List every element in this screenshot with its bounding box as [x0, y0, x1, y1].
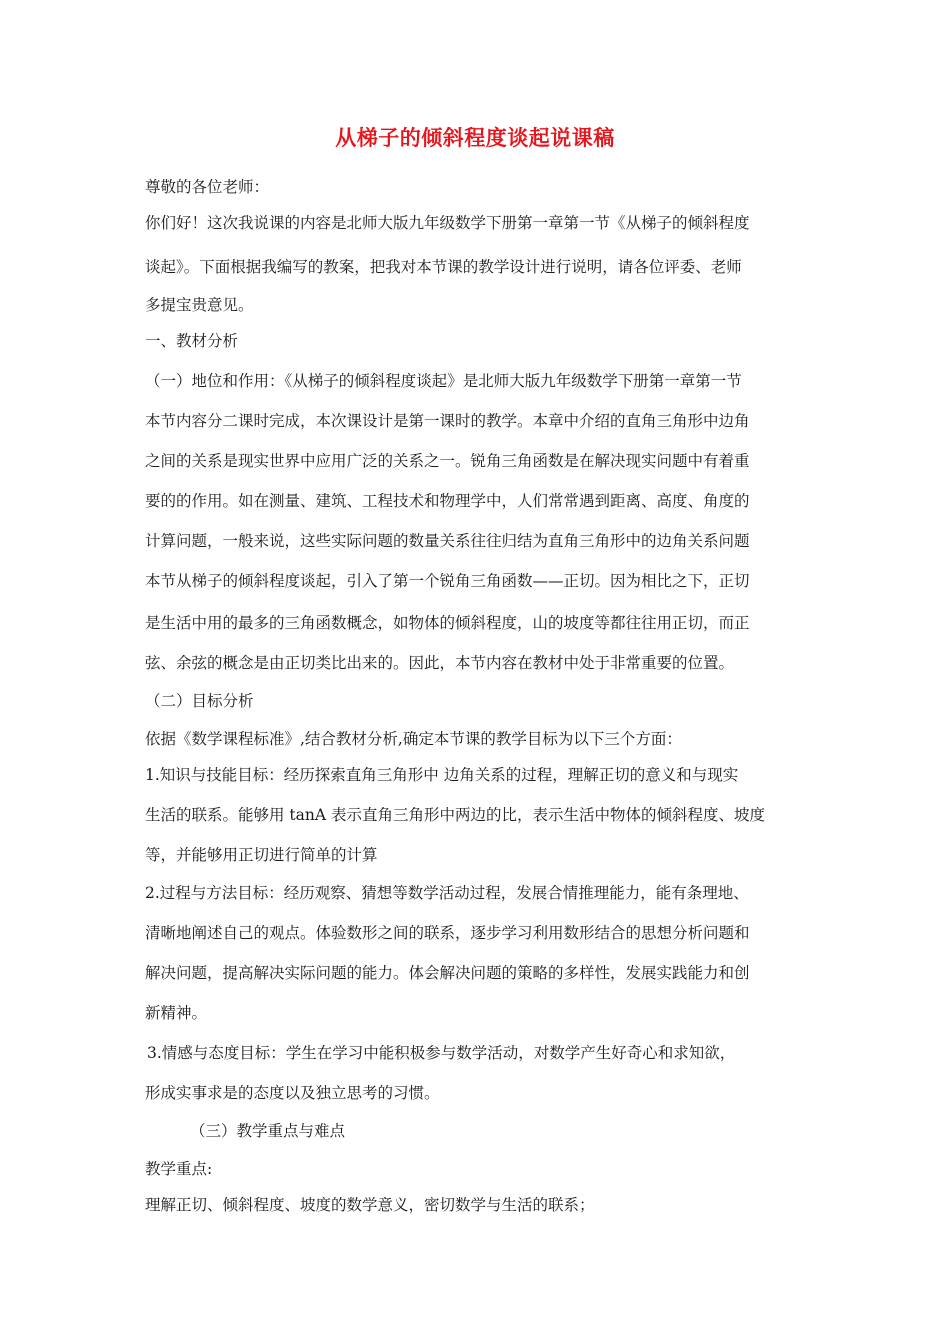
text-line: 本节内容分二课时完成，本次课设计是第一课时的教学。本章中介绍的直角三角形中边角: [145, 412, 750, 430]
subsection-heading: （二）目标分析: [145, 692, 254, 710]
section-heading: 一、教材分析: [145, 332, 239, 350]
text-line: 是生活中用的最多的三角函数概念，如物体的倾斜程度，山的坡度等都往往用正切，而正: [145, 614, 750, 632]
text-line: 解决问题，提高解决实际问题的能力。体会解决问题的策略的多样性，发展实践能力和创: [145, 964, 750, 982]
text-line: 形成实事求是的态度以及独立思考的习惯。: [145, 1084, 440, 1102]
text-line: 理解正切、倾斜程度、坡度的数学意义，密切数学与生活的联系；: [145, 1196, 595, 1214]
text-line: 1.知识与技能目标：经历探索直角三角形中 边角关系的过程，理解正切的意义和与现实: [145, 766, 739, 784]
text-line: 等，并能够用正切进行简单的计算: [145, 846, 378, 864]
text-line: 清晰地阐述自己的观点。体验数形之间的联系，逐步学习利用数形结合的思想分析问题和: [145, 924, 750, 942]
text-line: 谈起》。下面根据我编写的教案，把我对本节课的教学设计进行说明，请各位评委、老师: [145, 258, 742, 276]
text-line: 你们好！这次我说课的内容是北师大版九年级数学下册第一章第一节《从梯子的倾斜程度: [145, 214, 750, 232]
text-line: 尊敬的各位老师：: [145, 178, 270, 196]
text-line: 之间的关系是现实世界中应用广泛的关系之一。锐角三角函数是在解决现实问题中有着重: [145, 452, 750, 470]
text-line: 3.情感与态度目标：学生在学习中能积极参与数学活动，对数学产生好奇心和求知欲，: [147, 1044, 736, 1062]
text-line: 计算问题，一般来说，这些实际问题的数量关系往往归结为直角三角形中的边角关系问题: [145, 532, 750, 550]
text-line: 2.过程与方法目标：经历观察、猜想等数学活动过程，发展合情推理能力，能有条理地、: [145, 884, 749, 902]
text-line: 新精神。: [145, 1004, 208, 1022]
subsection-heading: （三）教学重点与难点: [190, 1122, 346, 1140]
text-line: 教学重点:: [145, 1160, 213, 1178]
text-line: 多提宝贵意见。: [145, 296, 254, 314]
text-line: 弦、余弦的概念是由正切类比出来的。因此，本节内容在教材中处于非常重要的位置。: [145, 654, 735, 672]
page-title: 从梯子的倾斜程度谈起说课稿: [335, 126, 615, 150]
text-line: （一）地位和作用：《从梯子的倾斜程度谈起》是北师大版九年级数学下册第一章第一节: [145, 372, 742, 390]
text-line: 生活的联系。能够用 tanA 表示直角三角形中两边的比，表示生活中物体的倾斜程度、坡度: [145, 806, 766, 824]
text-line: 本节从梯子的倾斜程度谈起，引入了第一个锐角三角函数——正切。因为相比之下，正切: [145, 572, 750, 590]
text-line: 依据《数学课程标准》,结合教材分析,确定本节课的教学目标为以下三个方面：: [145, 730, 682, 748]
text-line: 要的的作用。如在测量、建筑、工程技术和物理学中，人们常常遇到距离、高度、角度的: [145, 492, 750, 510]
